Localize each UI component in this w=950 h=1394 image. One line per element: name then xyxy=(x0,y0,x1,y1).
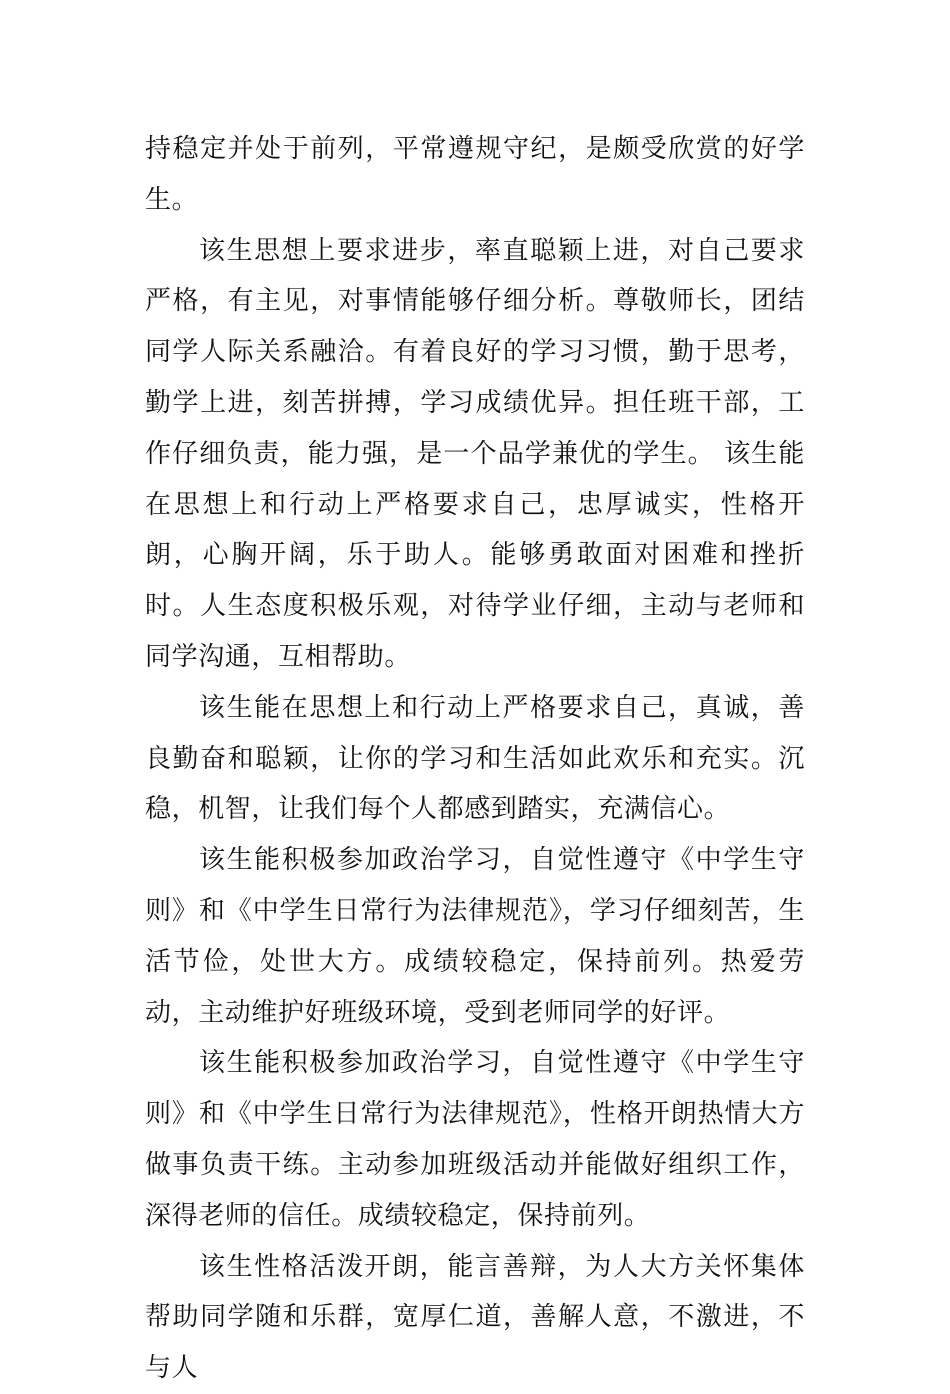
paragraph-5: 该生能积极参加政治学习，自觉性遵守《中学生守则》和《中学生日常行为法律规范》，性格开朗热情大方做事负责干练。主动参加班级活动并能做好组织工作，深得老师的信任。成绩较稳定，保持前列。 xyxy=(145,1048,805,1231)
paragraph-1: 持稳定并处于前列，平常遵规守纪，是颇受欣赏的好学生。 xyxy=(145,134,805,215)
paragraph-3: 该生能在思想上和行动上严格要求自己，真诚，善良勤奋和聪颖，让你的学习和生活如此欢乐和充实。沉稳，机智，让我们每个人都感到踏实，充满信心。 xyxy=(145,692,805,825)
paragraph-6: 该生性格活泼开朗，能言善辩，为人大方关怀集体帮助同学随和乐群，宽厚仁道，善解人意，不激进，不与人 xyxy=(145,1251,805,1384)
paragraph-4: 该生能积极参加政治学习，自觉性遵守《中学生守则》和《中学生日常行为法律规范》，学习仔细刻苦，生活节俭，处世大方。成绩较稳定，保持前列。热爱劳动，主动维护好班级环境，受到老师同学的好评。 xyxy=(145,845,805,1028)
document-body xyxy=(145,124,805,1394)
paragraph-2: 该生思想上要求进步，率直聪颖上进，对自己要求严格，有主见，对事情能够仔细分析。尊敬师长，团结同学人际关系融洽。有着良好的学习习惯，勤于思考，勤学上进，刻苦拼搏，学习成绩优异。担任班干部，工作仔细负责，能力强，是一个品学兼优的学生。 该生能在思想上和行动上严格要求自己，忠厚诚实，性格开朗，心胸开阔，乐于助人。能够勇敢面对困难和挫折时。人生态度积极乐观，对待学业仔细，主动与老师和同学沟通，互相帮助。 xyxy=(145,235,805,672)
